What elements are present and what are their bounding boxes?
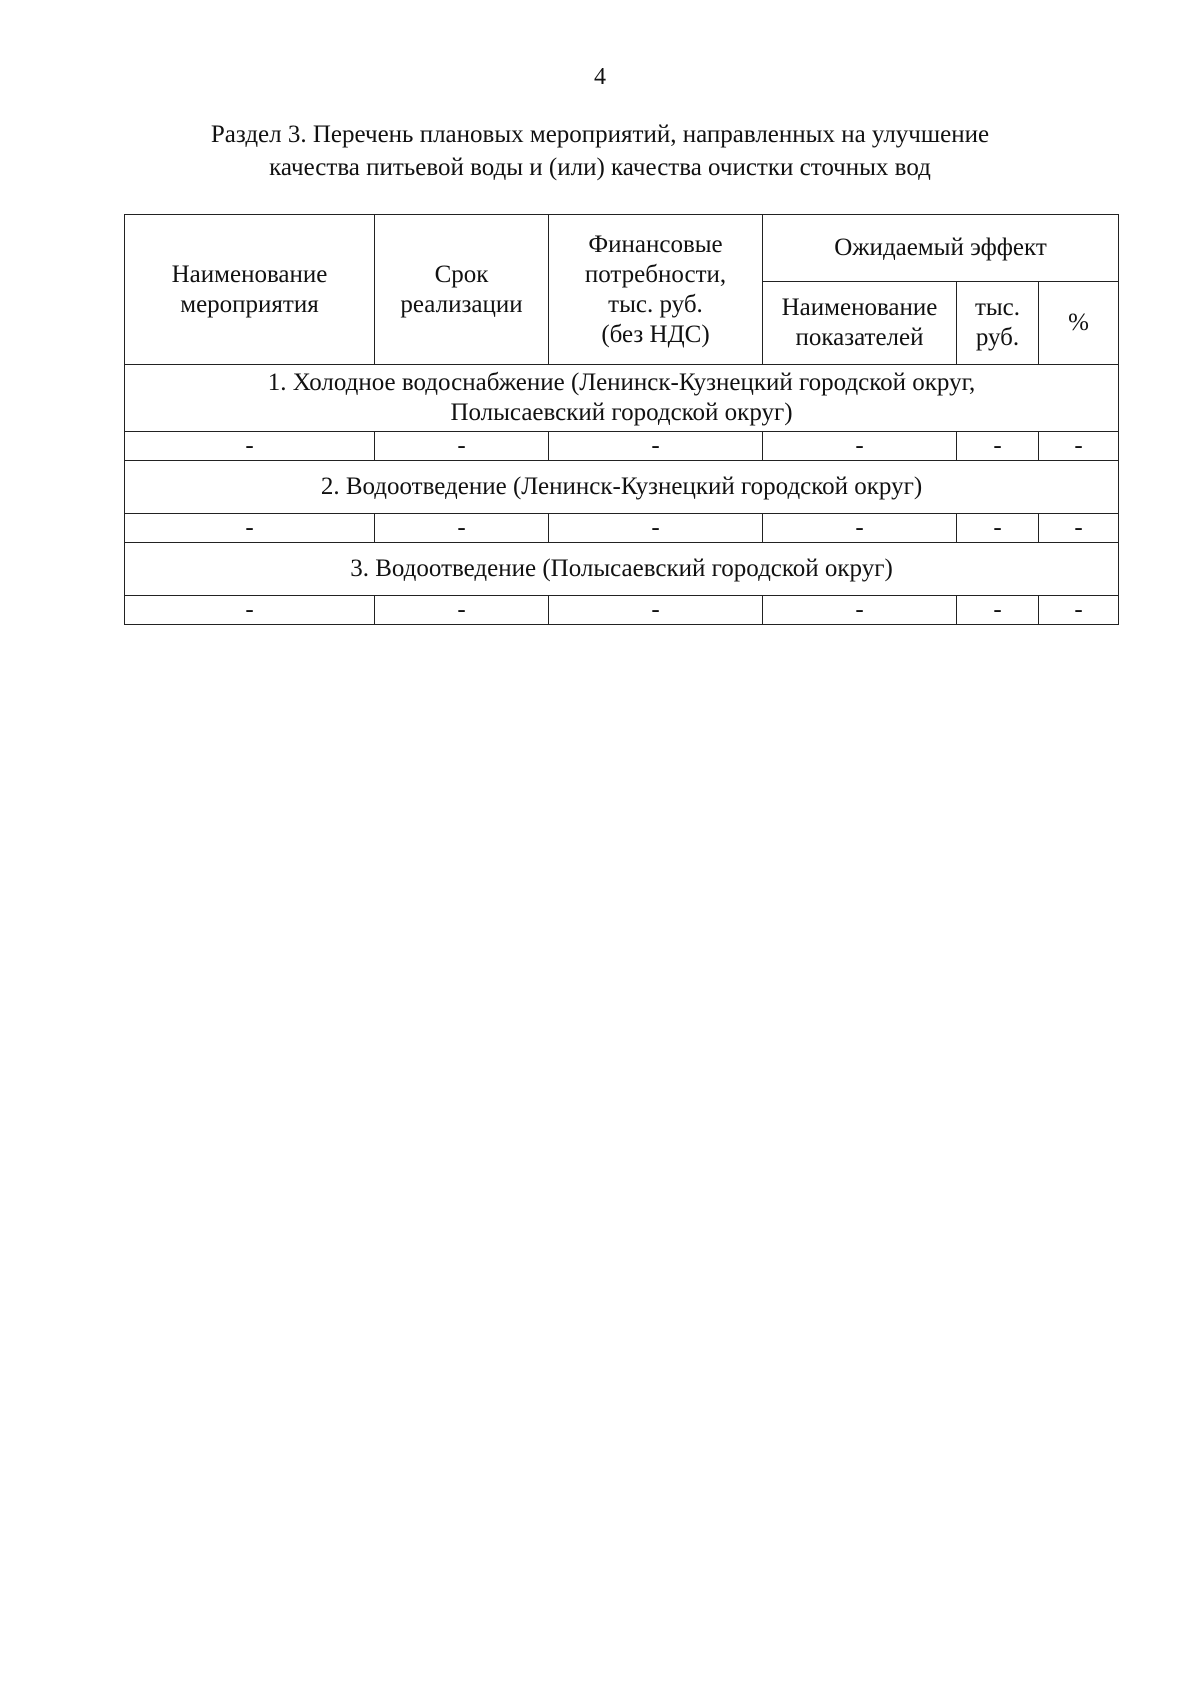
table-cell: -	[375, 596, 549, 625]
table-cell: -	[375, 514, 549, 543]
table-cell: -	[125, 514, 375, 543]
group-row-sewerage-polysaevo	[125, 543, 1119, 596]
header-expected-effect: Ожидаемый эффект	[763, 215, 1119, 282]
table-cell: -	[375, 432, 549, 461]
measures-table	[124, 214, 1119, 625]
header-indicator-name: Наименование показателей	[763, 282, 957, 365]
header-thousand-rub: тыс. руб.	[957, 282, 1039, 365]
group-title: 3. Водоотведение (Полысаевский городской округ)	[125, 543, 1119, 596]
group-row-cold-water	[125, 365, 1119, 432]
table-cell: -	[957, 596, 1039, 625]
table-cell: -	[957, 432, 1039, 461]
table-cell: -	[1039, 514, 1119, 543]
table-cell: -	[125, 596, 375, 625]
table-cell: -	[763, 514, 957, 543]
table-row	[125, 514, 1119, 543]
page-number: 4	[594, 64, 606, 90]
table-row	[125, 596, 1119, 625]
table-cell: -	[1039, 596, 1119, 625]
group-title: 1. Холодное водоснабжение (Ленинск-Кузнецкий городской округ, Полысаевский городской округ)	[125, 365, 1119, 432]
table-header-row	[125, 215, 1119, 282]
group-title: 2. Водоотведение (Ленинск-Кузнецкий городской округ)	[125, 461, 1119, 514]
header-measure-name: Наименование мероприятия	[125, 215, 375, 365]
table-row	[125, 432, 1119, 461]
section-title	[120, 118, 1080, 184]
table-cell: -	[549, 432, 763, 461]
header-term: Срок реализации	[375, 215, 549, 365]
header-financial-needs: Финансовые потребности, тыс. руб. (без НДС)	[549, 215, 763, 365]
table-cell: -	[763, 596, 957, 625]
table-cell: -	[549, 596, 763, 625]
table-cell: -	[957, 514, 1039, 543]
table-cell: -	[1039, 432, 1119, 461]
section-title-line-1: Раздел 3. Перечень плановых мероприятий, направленных на улучшение	[210, 121, 990, 148]
table-cell: -	[549, 514, 763, 543]
header-percent: %	[1039, 282, 1119, 365]
table-cell: -	[763, 432, 957, 461]
group-row-sewerage-lk	[125, 461, 1119, 514]
section-title-line-2: качества питьевой воды и (или) качества очистки сточных вод	[269, 154, 931, 181]
table-cell: -	[125, 432, 375, 461]
